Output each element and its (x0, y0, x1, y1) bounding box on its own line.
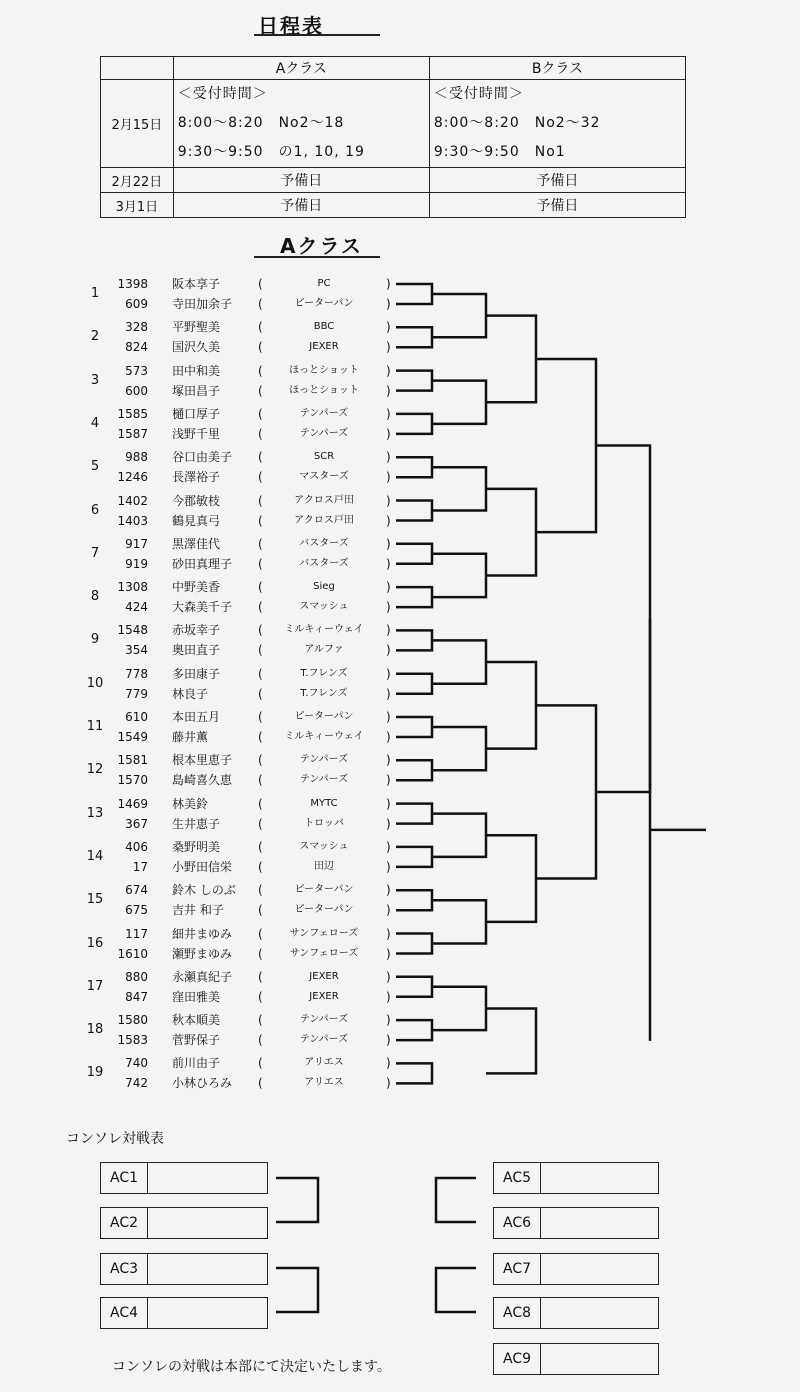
club-close-paren: ) (386, 903, 391, 918)
player-number: 17 (132, 859, 148, 874)
club-close-paren: ) (386, 710, 391, 724)
consolation-slot-label: AC9 (494, 1344, 541, 1374)
club-open-paren: ( (258, 297, 263, 311)
player-name: 田中和美 (172, 363, 221, 378)
draw-position-number: 7 (90, 545, 100, 561)
player-name: 窪田雅美 (172, 989, 221, 1004)
consolation-slot-label: AC4 (101, 1298, 148, 1328)
club-open-paren: ( (258, 426, 263, 441)
player-name: 瀬野まゆみ (172, 946, 233, 961)
player-club: ピーターパン (294, 884, 354, 896)
player-number: 354 (125, 643, 148, 658)
player-club: テンパーズ (299, 1034, 349, 1046)
player-name: 秋本順美 (172, 1013, 221, 1028)
player-club: スマッシュ (299, 601, 349, 613)
player-number: 1403 (117, 513, 148, 528)
club-open-paren: ( (258, 363, 263, 378)
player-number: 1583 (117, 1033, 148, 1048)
club-open-paren: ( (258, 1056, 263, 1071)
player-name: 林美鈴 (172, 796, 209, 811)
club-open-paren: ( (258, 450, 263, 465)
player-name: 吉井 和子 (172, 903, 224, 918)
club-open-paren: ( (258, 730, 263, 744)
club-close-paren: ) (386, 1013, 391, 1028)
club-close-paren: ) (386, 536, 391, 551)
club-open-paren: ( (258, 383, 263, 398)
player-number: 610 (125, 710, 148, 724)
player-club: JEXER (309, 970, 339, 982)
draw-position-number: 8 (90, 589, 100, 605)
club-open-paren: ( (258, 859, 263, 874)
club-close-paren: ) (386, 513, 391, 528)
schedule-a-cell: 予備日 (173, 193, 429, 218)
club-open-paren: ( (258, 686, 263, 701)
draw-position-number: 2 (90, 329, 100, 345)
player-name: 今郡敏枝 (172, 493, 221, 508)
club-open-paren: ( (258, 666, 263, 681)
player-club: JEXER (309, 341, 339, 353)
draw-position-number: 6 (90, 502, 100, 518)
schedule-date: 2月15日 (101, 80, 174, 168)
club-close-paren: ) (386, 450, 391, 465)
club-close-paren: ) (386, 643, 391, 658)
player-name: 阪本享子 (172, 277, 221, 291)
club-close-paren: ) (386, 773, 391, 788)
player-number: 1585 (117, 406, 148, 421)
player-club: SCR (313, 451, 335, 463)
schedule-b-cell: 予備日 (429, 168, 685, 193)
player-name: 鈴木 しのぶ (172, 883, 236, 898)
player-number: 917 (125, 536, 148, 551)
schedule-a-cell: 予備日 (173, 168, 429, 193)
player-number: 742 (125, 1076, 148, 1091)
player-club: ほっとショット (289, 364, 359, 376)
player-number: 1398 (117, 277, 148, 291)
club-close-paren: ) (386, 926, 391, 941)
schedule-a-line: 8:00～8:20 No2～18 (177, 115, 345, 131)
draw-position-number: 9 (90, 632, 100, 648)
draw-position-number: 16 (86, 935, 104, 951)
player-name: 藤井薫 (172, 730, 209, 744)
player-number: 1548 (117, 623, 148, 638)
player-name: 菅野保子 (172, 1033, 221, 1048)
player-number: 117 (125, 926, 148, 941)
player-club: 田辺 (314, 860, 334, 872)
schedule-header-a-class: Aクラス (173, 57, 429, 80)
club-close-paren: ) (386, 989, 391, 1004)
club-close-paren: ) (386, 493, 391, 508)
player-club: スマッシュ (299, 840, 349, 852)
player-number: 675 (125, 903, 148, 918)
club-close-paren: ) (386, 426, 391, 441)
club-open-paren: ( (258, 816, 263, 831)
club-close-paren: ) (386, 277, 391, 291)
player-name: 鶴見真弓 (172, 513, 221, 528)
club-open-paren: ( (258, 493, 263, 508)
schedule-a-line: 9:30～9:50 の1, 10, 19 (177, 144, 365, 160)
club-close-paren: ) (386, 816, 391, 831)
player-number: 778 (125, 666, 148, 681)
club-open-paren: ( (258, 623, 263, 638)
club-open-paren: ( (258, 643, 263, 658)
draw-position-number: 5 (90, 459, 100, 475)
consolation-title: コンソレ対戦表 (66, 1131, 164, 1147)
player-club: サンフェローズ (289, 947, 359, 959)
player-club: テンパーズ (299, 1014, 349, 1026)
player-club: バスターズ (299, 537, 349, 549)
consolation-connector-ac7-ac8 (436, 1268, 476, 1312)
player-number: 406 (125, 839, 148, 854)
player-club: マスターズ (299, 471, 349, 483)
player-name: 前川由子 (172, 1056, 221, 1071)
club-close-paren: ) (386, 556, 391, 571)
consolation-slot-label: AC6 (494, 1208, 541, 1238)
club-close-paren: ) (386, 600, 391, 615)
club-close-paren: ) (386, 580, 391, 595)
draw-position-number: 11 (86, 719, 104, 734)
player-number: 1549 (117, 730, 148, 744)
player-club: T.フレンズ (300, 687, 348, 699)
club-open-paren: ( (258, 926, 263, 941)
player-number: 847 (125, 989, 148, 1004)
player-name: 大森美千子 (172, 600, 233, 615)
player-club: テンパーズ (299, 754, 349, 766)
player-name: 林良子 (172, 686, 209, 701)
consolation-note: コンソレの対戦は本部にて決定いたします。 (112, 1359, 391, 1375)
draw-position-number: 18 (86, 1022, 104, 1038)
club-close-paren: ) (386, 666, 391, 681)
player-name: 赤坂幸子 (172, 623, 221, 638)
club-close-paren: ) (386, 730, 391, 744)
player-name: 生井恵子 (172, 816, 221, 831)
consolation-slot-label: AC8 (494, 1298, 541, 1328)
club-open-paren: ( (258, 536, 263, 551)
consolation-slot-label: AC1 (101, 1163, 148, 1193)
draw-position-number: 1 (90, 286, 100, 301)
club-close-paren: ) (386, 1033, 391, 1048)
player-name: 中野美香 (172, 580, 221, 595)
player-name: 寺田加余子 (172, 297, 233, 311)
club-close-paren: ) (386, 320, 391, 335)
player-club: Sieg (313, 581, 335, 593)
club-close-paren: ) (386, 686, 391, 701)
schedule-a-line: ＜受付時間＞ (177, 86, 268, 102)
club-close-paren: ) (386, 753, 391, 768)
player-name: 根本里恵子 (172, 753, 233, 768)
player-number: 1308 (117, 580, 148, 595)
player-club: ピーターパン (294, 711, 354, 722)
schedule-date: 2月22日 (101, 168, 174, 193)
player-name: 本田五月 (172, 710, 221, 724)
player-club: PC (317, 278, 331, 289)
club-close-paren: ) (386, 796, 391, 811)
player-name: 樋口厚子 (172, 406, 221, 421)
club-open-paren: ( (258, 773, 263, 788)
club-open-paren: ( (258, 320, 263, 335)
club-open-paren: ( (258, 753, 263, 768)
player-club: ピーターパン (294, 904, 354, 916)
player-club: MYTC (310, 797, 338, 809)
club-open-paren: ( (258, 1033, 263, 1048)
player-name: 国沢久美 (172, 340, 221, 355)
player-number: 1610 (117, 946, 148, 961)
draw-position-number: 10 (86, 675, 104, 691)
club-open-paren: ( (258, 406, 263, 421)
club-close-paren: ) (386, 859, 391, 874)
player-name: 永瀬真紀子 (172, 969, 233, 984)
player-club: アクロス戸田 (294, 494, 354, 506)
club-close-paren: ) (386, 470, 391, 485)
player-name: 浅野千里 (172, 426, 221, 441)
player-number: 740 (125, 1056, 148, 1071)
player-name: 細井まゆみ (172, 926, 233, 941)
schedule-title: 日程表 (258, 14, 324, 38)
consolation-connector-ac5-ac6 (436, 1178, 476, 1222)
player-name: 砂田真理子 (172, 556, 233, 571)
draw-position-number: 4 (90, 415, 100, 431)
club-open-paren: ( (258, 969, 263, 984)
player-number: 1570 (117, 773, 148, 788)
draw-position-number: 3 (90, 372, 100, 388)
player-club: JEXER (309, 990, 339, 1002)
draw-position-number: 12 (86, 762, 104, 778)
bracket-title: Aクラス (280, 234, 363, 258)
club-close-paren: ) (386, 383, 391, 398)
club-open-paren: ( (258, 513, 263, 528)
club-open-paren: ( (258, 556, 263, 571)
club-close-paren: ) (386, 363, 391, 378)
draw-position-number: 14 (86, 848, 104, 864)
draw-position-number: 17 (86, 978, 104, 994)
player-name: 黒澤佳代 (172, 536, 221, 551)
player-club: アクロス戸田 (294, 514, 354, 526)
player-number: 573 (125, 363, 148, 378)
club-close-paren: ) (386, 1076, 391, 1091)
club-open-paren: ( (258, 989, 263, 1004)
schedule-b-cell: 予備日 (429, 193, 685, 218)
player-number: 367 (125, 816, 148, 831)
player-number: 919 (125, 556, 148, 571)
club-open-paren: ( (258, 710, 263, 724)
player-number: 880 (125, 969, 148, 984)
club-open-paren: ( (258, 796, 263, 811)
consolation-slot-label: AC3 (101, 1254, 148, 1284)
consolation-slot-label: AC2 (101, 1208, 148, 1238)
schedule-date: 3月1日 (101, 193, 174, 218)
schedule-b-line: ＜受付時間＞ (433, 86, 524, 102)
player-name: 谷口由美子 (172, 450, 233, 465)
player-number: 674 (125, 883, 148, 898)
club-open-paren: ( (258, 1076, 263, 1091)
player-name: 奥田直子 (172, 643, 221, 658)
player-number: 1402 (117, 493, 148, 508)
player-club: ほっとショット (289, 384, 359, 396)
player-club: サンフェローズ (289, 927, 359, 939)
consolation-connector-ac3-ac4 (276, 1268, 318, 1312)
player-club: トロッパ (304, 817, 344, 829)
club-open-paren: ( (258, 340, 263, 355)
club-open-paren: ( (258, 883, 263, 898)
player-club: ミルキィーウェイ (284, 624, 364, 636)
club-close-paren: ) (386, 839, 391, 854)
player-name: 多田康子 (172, 666, 221, 681)
player-name: 桑野明美 (172, 839, 221, 854)
club-close-paren: ) (386, 946, 391, 961)
schedule-b-line: 9:30～9:50 No1 (433, 144, 566, 160)
consolation-connector-ac1-ac2 (276, 1178, 318, 1222)
player-name: 塚田昌子 (172, 383, 221, 398)
player-club: テンパーズ (299, 407, 349, 419)
player-club: T.フレンズ (300, 667, 348, 679)
player-name: 小野田信栄 (172, 859, 233, 874)
player-number: 328 (125, 320, 148, 335)
player-number: 824 (125, 340, 148, 355)
draw-position-number: 19 (86, 1065, 104, 1081)
player-number: 424 (125, 600, 148, 615)
club-close-paren: ) (386, 297, 391, 311)
club-open-paren: ( (258, 946, 263, 961)
club-open-paren: ( (258, 277, 263, 291)
player-number: 1246 (117, 470, 148, 485)
consolation-slot-label: AC5 (494, 1163, 541, 1193)
draw-position-number: 13 (86, 805, 104, 821)
club-close-paren: ) (386, 623, 391, 638)
player-name: 島崎喜久恵 (172, 773, 233, 788)
player-number: 1580 (117, 1013, 148, 1028)
player-club: アリエス (304, 1077, 344, 1089)
player-name: 長澤裕子 (172, 470, 221, 485)
player-number: 779 (125, 686, 148, 701)
club-close-paren: ) (386, 406, 391, 421)
club-close-paren: ) (386, 1056, 391, 1071)
club-open-paren: ( (258, 839, 263, 854)
club-open-paren: ( (258, 470, 263, 485)
player-club: ピーターパン (294, 298, 354, 309)
club-close-paren: ) (386, 340, 391, 355)
player-number: 609 (125, 297, 148, 311)
draw-position-number: 15 (86, 892, 104, 908)
player-club: BBC (313, 321, 335, 333)
player-number: 600 (125, 383, 148, 398)
club-open-paren: ( (258, 580, 263, 595)
player-club: テンパーズ (299, 427, 349, 439)
player-name: 平野聖美 (172, 320, 221, 335)
player-club: アリエス (304, 1057, 344, 1069)
player-club: バスターズ (299, 557, 349, 569)
player-name: 小林ひろみ (172, 1076, 233, 1091)
player-number: 988 (125, 450, 148, 465)
club-open-paren: ( (258, 1013, 263, 1028)
player-number: 1581 (117, 753, 148, 768)
schedule-header-b-class: Bクラス (429, 57, 685, 80)
club-open-paren: ( (258, 903, 263, 918)
schedule-b-line: 8:00～8:20 No2～32 (433, 115, 601, 131)
player-club: テンパーズ (299, 774, 349, 786)
player-club: アルファ (304, 644, 344, 656)
club-open-paren: ( (258, 600, 263, 615)
player-club: ミルキィーウェイ (284, 731, 364, 742)
club-close-paren: ) (386, 883, 391, 898)
player-number: 1469 (117, 796, 148, 811)
club-close-paren: ) (386, 969, 391, 984)
consolation-slot-label: AC7 (494, 1254, 541, 1284)
player-number: 1587 (117, 426, 148, 441)
